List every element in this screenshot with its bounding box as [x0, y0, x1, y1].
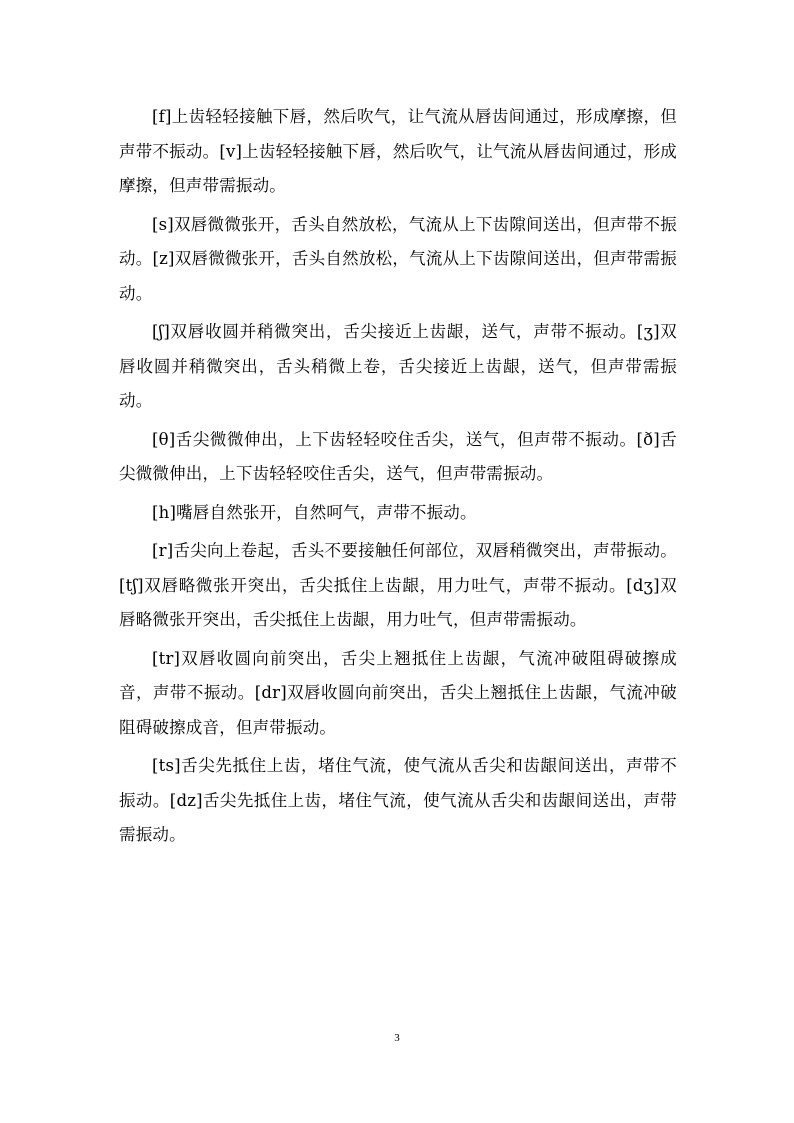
- paragraph-th: [θ]舌尖微微伸出，上下齿轻轻咬住舌尖，送气，但声带不振动。[ð]舌尖微微伸出，上下齿轻轻咬住舌尖，送气，但声带需振动。: [119, 429, 677, 483]
- paragraph-sh-zh: [ʃ]双唇收圆并稍微突出，舌尖接近上齿龈，送气，声带不振动。[ʒ]双唇收圆并稍微突出，舌头稍微上卷，舌尖接近上齿龈，送气，但声带需振动。: [119, 322, 677, 410]
- paragraph-s-z: [s]双唇微微张开，舌头自然放松，气流从上下齿隙间送出，但声带不振动。[z]双唇微微张开，舌头自然放松，气流从上下齿隙间送出，但声带需振动。: [119, 214, 677, 303]
- paragraph-r-ch-j: [r]舌尖向上卷起，舌头不要接触任何部位，双唇稍微突出，声带振动。[tʃ]双唇略微张开突出，舌尖抵住上齿龈，用力吐气，声带不振动。[dʒ]双唇略微张开突出，舌尖抵住上齿龈，用力吐气，但声带需振动。: [119, 541, 677, 629]
- paragraph-tr-dr: [tr]双唇收圆向前突出，舌尖上翘抵住上齿龈，气流冲破阻碍破擦成音，声带不振动。[dr]双唇收圆向前突出，舌尖上翘抵住上齿龈，气流冲破阻碍破擦成音，但声带振动。: [119, 648, 677, 737]
- paragraph-ts-dz: [ts]舌尖先抵住上齿，堵住气流，使气流从舌尖和齿龈间送出，声带不振动。[dz]舌尖先抵住上齿，堵住气流，使气流从舌尖和齿龈间送出，声带需振动。: [119, 756, 677, 844]
- document-body: [119, 100, 677, 857]
- paragraph-f-v: [f]上齿轻轻接触下唇，然后吹气，让气流从唇齿间通过，形成摩擦，但声带不振动。[v]上齿轻轻接触下唇，然后吹气，让气流从唇齿间通过，形成摩擦，但声带需振动。: [119, 107, 677, 195]
- page-number: 3: [394, 1032, 400, 1044]
- paragraph-h: [h]嘴唇自然张开，自然呵气，声带不振动。: [152, 502, 477, 522]
